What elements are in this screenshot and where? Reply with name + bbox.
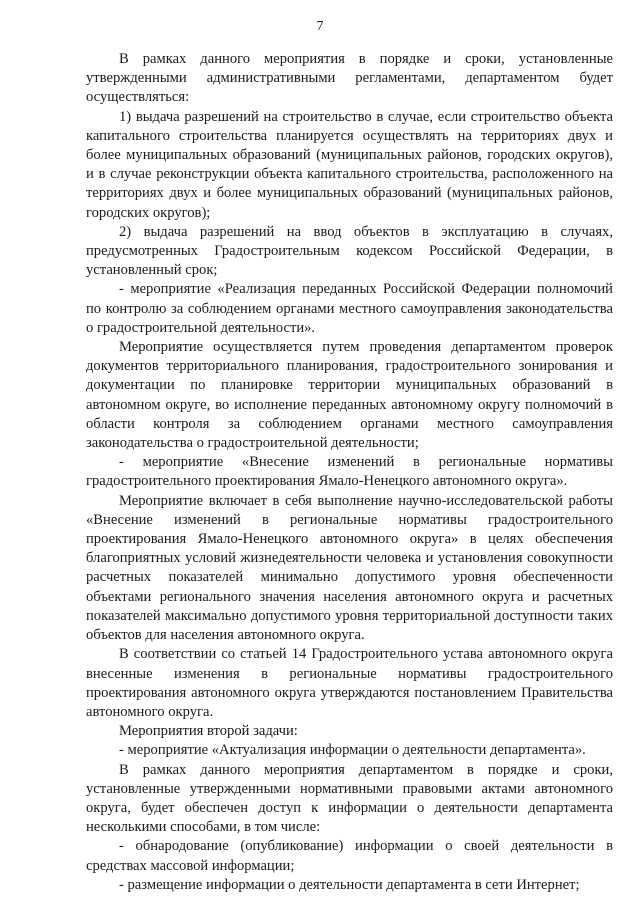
paragraph-activity-federal-powers: - мероприятие «Реализация переданных Российской Федерации полномочий по контролю за соблюдением органами местного самоуправления законодательства о градостроительной деятельности». — [86, 281, 613, 336]
paragraph-second-task-heading: Мероприятия второй задачи: — [119, 723, 298, 740]
paragraph-info-access: В рамках данного мероприятия департаментом в порядке и сроки, установленные утвержденными нормативными правовыми актами автономного округа, будет обеспечен доступ к информации о деятельности департамента несколькими способами, в том числе: — [86, 761, 613, 836]
paragraph-media-publication: - обнародование (опубликование) информации о своей деятельности в средствах массовой информации; — [86, 838, 613, 874]
paragraph-activity-inspections: Мероприятие осуществляется путем проведения департаментом проверок документов территориального планирования, градостроительного зонирования и документации по планировке территории муниципальных образований в автономном округе, во исполнение переданных автономному округу полномочий в области контроля за соблюдением органами местного самоуправления законодательства о градостроительной деятельности; — [86, 339, 613, 452]
paragraph-item-1-construction-permits: 1) выдача разрешений на строительство в случае, если строительство объекта капитального строительства планируется осуществлять на территориях двух и более муниципальных образований (муниципальных районов, городских округов), и в случае реконструкции объекта капитального строительства, расположенного на территориях двух и более муниципальных образований (муниципальных районов, городских округов); — [86, 108, 613, 221]
paragraph-intro: В рамках данного мероприятия в порядке и сроки, установленные утвержденными административными регламентами, департаментом будет осуществляться: — [86, 51, 613, 106]
paragraph-research-work: Мероприятие включает в себя выполнение научно-исследовательской работы «Внесение изменений в региональные нормативы градостроительного проектирования Ямало-Ненецкого автономного округа» в целях обеспечения благоприятных условий жизнедеятельности человека и установления совокупности расчетных показателей минимально допустимого уровня обеспеченности объектами регионального значения населения автономного округа и расчетных показателей максимально допустимого уровня территориальной доступности таких объектов для населения автономного округа. — [86, 492, 613, 644]
document-body — [86, 50, 613, 895]
paragraph-activity-info-update: - мероприятие «Актуализация информации о деятельности департамента». — [119, 742, 586, 759]
paragraph-activity-standards-changes: - мероприятие «Внесение изменений в региональные нормативы градостроительного проектирования Ямало-Ненецкого автономного округа». — [86, 454, 613, 490]
paragraph-item-2-commissioning-permits: 2) выдача разрешений на ввод объектов в эксплуатацию в случаях, предусмотренных Градостроительным кодексом Российской Федерации, в установленный срок; — [86, 223, 613, 279]
paragraph-article-14: В соответствии со статьей 14 Градостроительного устава автономного округа внесенные изменения в региональные нормативы градостроительного проектирования автономного округа утверждаются постановлением Правительства автономного округа. — [86, 646, 613, 720]
paragraph-internet-publication: - размещение информации о деятельности департамента в сети Интернет; — [119, 876, 580, 893]
page-number: 7 — [316, 19, 324, 34]
